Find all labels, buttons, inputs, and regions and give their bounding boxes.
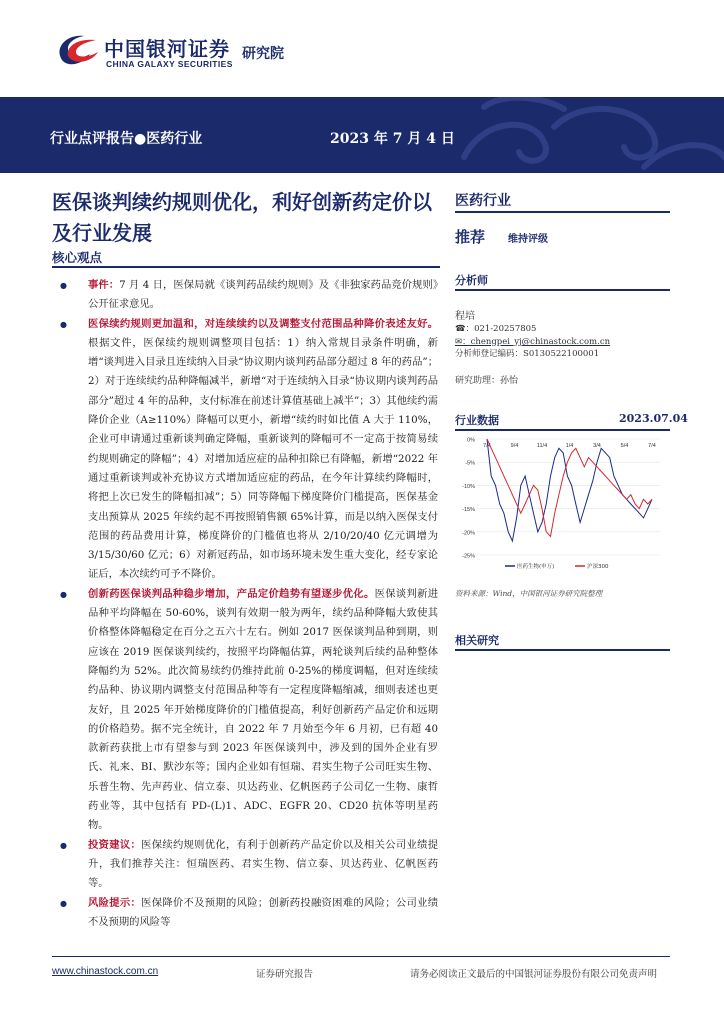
bullet-lead: 创新药医保谈判品种稳步增加，产品定价趋势有望逐步优化。: [88, 587, 375, 600]
brand-name-cn: 中国银河证券: [104, 37, 230, 61]
analyst-cert-code: 分析师登记编码：S0130522100001: [455, 349, 600, 359]
bullet-risk: [60, 894, 438, 933]
core-view-heading: 核心观点: [52, 250, 103, 265]
chart-y-tick-label: 0%: [467, 437, 475, 444]
chart-legend-label: 沪深300: [587, 564, 609, 570]
bullet-text: 医保续约规则优化，有利于创新药产品定价以及相关公司业绩提升，我们推荐关注：恒瑞医药、君实生物、信立泰、贝达药业、亿帆医药等。: [88, 838, 439, 890]
divider: [455, 211, 670, 213]
report-title: 医保谈判续约规则优化，利好创新药定价以及行业发展: [52, 190, 432, 245]
industry-performance-chart: [455, 433, 670, 575]
footer-divider: [52, 956, 670, 957]
analyst-name: 程培: [455, 311, 475, 322]
bullet-investment-advice: [60, 836, 438, 894]
rating-label: 推荐: [455, 228, 486, 246]
bullet-lead: 事件：: [88, 279, 120, 291]
analyst-heading: 分析师: [455, 274, 488, 287]
research-assistant: 研究助理：孙怡: [455, 376, 519, 386]
chart-x-tick-label: 7/4: [483, 443, 491, 449]
chart-legend-label: 医药生物(申万): [517, 564, 555, 570]
bullet-text: 7 月 4 日，医保局就《谈判药品续约规则》及《非独家药品竞价规则》公开征求意见。: [88, 279, 438, 311]
bullet-lead: 投资建议：: [88, 838, 142, 851]
report-date: 2023 年 7 月 4 日: [330, 131, 455, 147]
analyst-email-link[interactable]: ✉：chengpei_yj@chinastock.com.cn: [455, 337, 611, 347]
bullet-renewal-rules: [60, 315, 438, 585]
chart-series-line: [487, 439, 652, 536]
sidebar-industry: 医药行业: [455, 193, 511, 209]
galaxy-logo-icon: [52, 30, 104, 70]
chart-x-tick-label: 3/4: [593, 443, 601, 449]
bullet-text: 医保谈判新进品种平均降幅在 50-60%，谈判有效期一般为两年，续约品种降幅大致使其价格整体降幅稳定在百分之五六十左右。例如 2017 医保谈判品种到期，则应该在 2019 医保谈判续约，按照平均降幅估算，两轮谈判后续约品种整体降幅约为 52%。此次简易续约仍维持此前 0-25%的梯度调幅，但对连续续约品种、协议期内调整支付范围品种等有一定程度降幅缩减，细则表述也更友好，且 2025 年开始梯度降价的门槛值提高，利好创新药产品定价和远期的价格趋势。据不完全统计，自 2022 年 7 月始至今年 6 月初，已有超 40 款新药获批上市有望参与到 2023 年医保谈判中，涉及到的国外企业有罗氏、礼来、BI、默沙东等；国内企业如有恒瑞、君实生物子公司旺实生物、乐普生物、先声药业、信立泰、贝达药业、亿帆医药子公司亿一生物、康哲药业等，其中包括有 PD-(L)1、ADC、EGFR 20、CD20 抗体等明星药物。: [88, 587, 439, 832]
chart-x-tick-label: 5/4: [620, 443, 629, 449]
chart-y-tick-label: -5%: [465, 460, 475, 467]
divider: [455, 289, 670, 291]
footer-url-link[interactable]: www.chinastock.com.cn: [52, 966, 159, 977]
related-research-heading: 相关研究: [455, 634, 499, 647]
chart-y-tick-label: -10%: [462, 483, 475, 490]
footer-disclaimer: 请务必阅读正文最后的中国银河证券股份有限公司免责声明: [410, 969, 658, 980]
bullet-text: 根据文件，医保续约规则调整项目包括：1）纳入常规目录条件明确，新增“谈判进入目录且连续纳入目录“协议期内谈判药品部分超过 8 年的药品”；2）对于连续续约品种降幅减半，新增“对于连续纳入目录“协议期内谈判药品部分”超过 4 年的品种，支付标准在前述计算值基础上减半”；3）其他续约需降价企业（A≥110%）降幅可以更小，新增“续约时如比值 A 大于 110%，企业可申请通过重新谈判确定降幅，重新谈判的降幅可不一定高于按简易续约规则确定的降幅”；4）对增加适应症的品种扣除已有降幅，新增“2022 年通过重新谈判或补充协议方式增加适应症的药品，在今年计算续约降幅时，将把上次已发生的降幅扣减”；5）同等降幅下梯度降价门槛提高，医保基金支出预算从 2025 年续约起不再按照销售额 65%计算，而是以纳入医保支付范围的药品费用计算，梯度降价的门槛值也将从 2/10/20/40 亿元调增为 3/15/30/60 亿元；6）对新冠药品，如市场环境未发生重大变化，经专家论证后，本次续约可予不降价。: [88, 336, 438, 581]
chart-x-tick-label: 7/4: [648, 443, 656, 449]
footer-report-type: 证券研究报告: [256, 969, 314, 980]
market-data-heading: 行业数据: [455, 414, 499, 427]
report-type: 行业点评报告●医药行业: [50, 131, 203, 147]
chart-source: 资料来源：Wind，中国银河证券研究院整理: [455, 589, 603, 598]
chart-x-tick-label: 9/4: [510, 443, 519, 449]
chart-series-line: [487, 439, 652, 541]
divider: [52, 266, 440, 268]
bullet-event: [60, 276, 438, 315]
divider: [455, 429, 670, 431]
report-banner: [0, 97, 724, 173]
analyst-phone: ☎：021-20257805: [455, 324, 537, 334]
brand-name-en: CHINA GALAXY SECURITIES: [106, 59, 233, 69]
research-institute-label: 研究院: [242, 46, 284, 62]
rating-note: 维持评级: [508, 234, 548, 245]
chart-x-tick-label: 11/4: [536, 443, 548, 449]
chart-x-tick-label: 1/4: [565, 443, 574, 449]
bullet-text: 医保降价不及预期的风险；创新药投融资困难的风险；公司业绩不及预期的风险等: [88, 896, 439, 928]
bullet-lead: 医保续约规则更加温和，对连续续约以及调整支付范围品种降价表述友好。: [88, 317, 438, 330]
core-view-body: [60, 276, 438, 932]
chart-y-tick-label: -15%: [462, 507, 475, 514]
divider: [455, 649, 670, 651]
chart-y-tick-label: -25%: [462, 553, 475, 560]
chart-y-tick-label: -20%: [462, 530, 475, 537]
market-data-date: 2023.07.04: [619, 412, 688, 425]
bullet-lead: 风险提示：: [88, 896, 142, 909]
bullet-innovative-drugs: [60, 585, 438, 836]
cloud-pattern-icon: [424, 97, 724, 173]
